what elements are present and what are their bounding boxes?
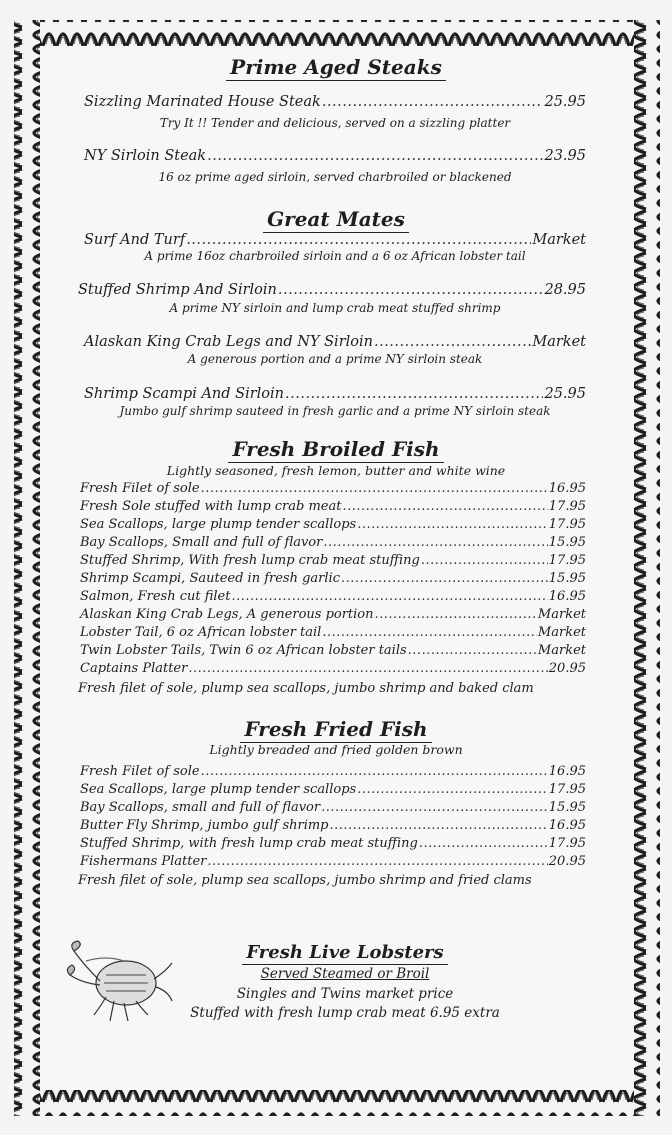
lobster-line-1: Served Steamed or Broil	[260, 966, 430, 982]
menu-item: Bay Scallops, Small and full of flavor ..... 15.95	[80, 535, 586, 550]
menu-item: Shrimp Scampi, Sauteed in fresh garlic ..... 15.95	[80, 571, 586, 586]
menu-item: NY Sirloin Steak ..... 23.95	[84, 148, 586, 164]
menu-item: Sea Scallops, large plump tender scallops ..... 17.95	[80, 517, 586, 532]
menu-item: Stuffed Shrimp, With fresh lump crab meat stuffing ..... 17.95	[80, 553, 586, 568]
menu-item: Stuffed Shrimp And Sirloin ..... 28.95	[78, 282, 586, 298]
menu-item: Alaskan King Crab Legs, A generous portion ..... Market	[80, 607, 586, 622]
item-description: Try It !! Tender and delicious, served on a sizzling platter	[159, 116, 511, 130]
section-heading-fried: Fresh Fried Fish	[0, 717, 672, 741]
menu-item: Shrimp Scampi And Sirloin ..... 25.95	[84, 386, 586, 402]
menu-item: Fresh Filet of sole ..... 16.95	[80, 481, 586, 496]
section-footer: Fresh filet of sole, plump sea scallops, jumbo shrimp and fried clams	[78, 873, 532, 888]
menu-item: Sea Scallops, large plump tender scallops ..... 17.95	[80, 782, 586, 797]
menu-item: Salmon, Fresh cut filet ..... 16.95	[80, 589, 586, 604]
item-description: Jumbo gulf shrimp sauteed in fresh garlic and a prime NY sirloin steak	[119, 404, 551, 418]
menu-item: Lobster Tail, 6 oz African lobster tail ..... Market	[80, 625, 586, 640]
section-subtitle: Lightly seasoned, fresh lemon, butter and white wine	[166, 463, 506, 478]
menu-item: Stuffed Shrimp, with fresh lump crab meat stuffing ..... 17.95	[80, 836, 586, 851]
menu-item: Twin Lobster Tails, Twin 6 oz African lobster tails ..... Market	[80, 643, 586, 658]
section-heading-steaks: Prime Aged Steaks	[0, 55, 672, 79]
section-heading-lobsters: Fresh Live Lobsters	[120, 942, 570, 963]
menu-item: Fresh Sole stuffed with lump crab meat ..... 17.95	[80, 499, 586, 514]
item-description: 16 oz prime aged sirloin, served charbroiled or blackened	[158, 170, 512, 184]
menu-item: Alaskan King Crab Legs and NY Sirloin ..... Market	[84, 334, 586, 350]
section-heading-mates: Great Mates	[0, 207, 672, 231]
menu-item: Captains Platter ..... 20.95	[80, 661, 586, 676]
section-footer: Fresh filet of sole, plump sea scallops, jumbo shrimp and baked clam	[78, 681, 534, 696]
section-subtitle: Lightly breaded and fried golden brown	[209, 742, 463, 757]
item-description: A generous portion and a prime NY sirloin steak	[187, 352, 483, 366]
menu-item: Surf And Turf ..... Market	[84, 232, 586, 248]
menu-item: Butter Fly Shrimp, jumbo gulf shrimp ..... 16.95	[80, 818, 586, 833]
section-heading-broiled: Fresh Broiled Fish	[0, 437, 672, 461]
menu-item: Fresh Filet of sole ..... 16.95	[80, 764, 586, 779]
item-description: A prime NY sirloin and lump crab meat stuffed shrimp	[169, 301, 501, 315]
menu-item: Bay Scallops, small and full of flavor ..... 15.95	[80, 800, 586, 815]
lobster-line-3: Stuffed with fresh lump crab meat 6.95 extra	[190, 1005, 500, 1021]
item-description: A prime 16oz charbroiled sirloin and a 6 oz African lobster tail	[144, 249, 526, 263]
menu-item: Fishermans Platter ..... 20.95	[80, 854, 586, 869]
menu-item: Sizzling Marinated House Steak ..... 25.95	[84, 94, 586, 110]
lobster-line-2: Singles and Twins market price	[236, 986, 454, 1002]
